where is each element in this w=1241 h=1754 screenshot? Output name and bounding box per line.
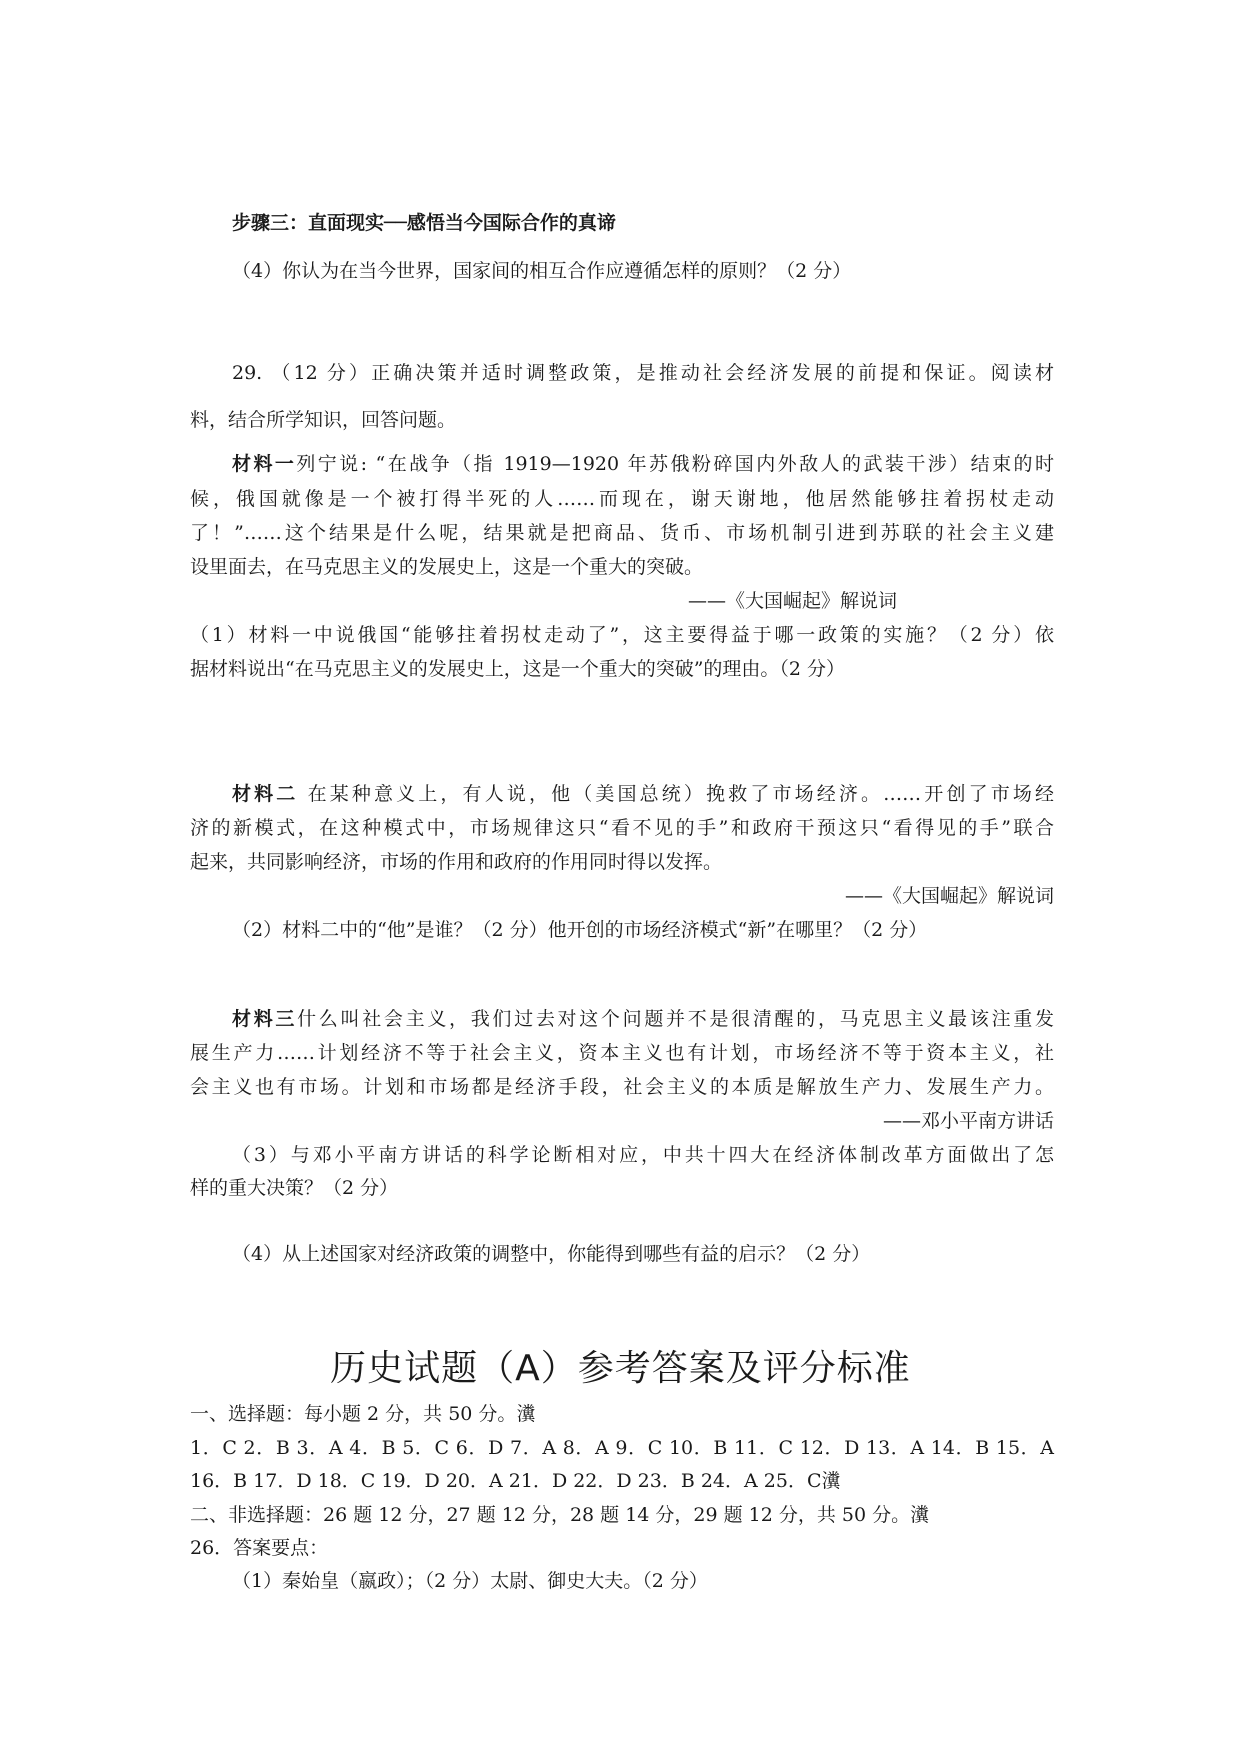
material-1-line-2: 候，俄国就像是一个被打得半死的人……而现在，谢天谢地，他居然能够拄着拐杖走动 bbox=[190, 488, 1054, 510]
material-1-line-1 bbox=[232, 453, 1054, 476]
material-3-line-1 bbox=[232, 1008, 1054, 1031]
answer-26-part-1: （1）秦始皇（嬴政）；（2 分）太尉、御史大夫。（2 分） bbox=[232, 1570, 708, 1592]
material-3-text: 什么叫社会主义，我们过去对这个问题并不是很清醒的，马克思主义最该注重发 bbox=[297, 1008, 1054, 1030]
answer-26-heading: 26．答案要点： bbox=[190, 1537, 329, 1559]
material-3-line-3: 会主义也有市场。计划和市场都是经济手段，社会主义的本质是解放生产力、发展生产力。 bbox=[190, 1076, 1054, 1098]
answer-key-title: 历史试题（A）参考答案及评分标准 bbox=[330, 1348, 911, 1389]
answers-part-1-line-1: 1．C 2．B 3．A 4．B 5．C 6．D 7．A 8．A 9．C 10．B 11．C 12．D 13．A 14．B 15．A bbox=[190, 1437, 1054, 1459]
material-1-line-3: 了！”……这个结果是什么呢，结果就是把商品、货币、市场机制引进到苏联的社会主义建 bbox=[190, 522, 1054, 544]
material-3-line-2: 展生产力……计划经济不等于社会主义，资本主义也有计划，市场经济不等于资本主义，社 bbox=[190, 1042, 1054, 1064]
trailing-mark: 瀵 bbox=[910, 1504, 930, 1526]
q29-question-1-line-1: （1）材料一中说俄国“能够拄着拐杖走动了”，这主要得益于哪一政策的实施？（2 分）依 bbox=[190, 624, 1054, 646]
answers-part-2-heading bbox=[190, 1504, 929, 1527]
material-1-label: 材料一 bbox=[232, 453, 297, 475]
q29-intro-line-1: 29. （12 分）正确决策并适时调整政策，是推动社会经济发展的前提和保证。阅读材 bbox=[232, 362, 1054, 384]
step3-heading: 步骤三：直面现实──感悟当今国际合作的真谛 bbox=[232, 212, 616, 234]
q29-question-1-line-2: 据材料说出“在马克思主义的发展史上，这是一个重大的突破”的理由。（2 分） bbox=[190, 658, 846, 680]
material-2-text: 在某种意义上，有人说，他（美国总统）挽救了市场经济。……开创了市场经 bbox=[298, 783, 1054, 805]
trailing-mark: 瀵 bbox=[821, 1470, 841, 1492]
trailing-mark: 瀵 bbox=[516, 1403, 536, 1425]
answers-part-1-line-2-text: 16．B 17．D 18．C 19．D 20．A 21．D 22．D 23．B 24．A 25．C bbox=[190, 1470, 822, 1492]
material-1-text: 列宁说: “在战争（指 1919—1920 年苏俄粉碎国内外敌人的武装干涉）结束的时 bbox=[296, 453, 1054, 475]
answers-part-2-text: 二、非选择题：26 题 12 分，27 题 12 分，28 题 14 分，29 题 12 分，共 50 分。 bbox=[190, 1504, 911, 1526]
q29-intro-line-2: 料，结合所学知识，回答问题。 bbox=[190, 409, 457, 431]
material-2-line-3: 起来，共同影响经济，市场的作用和政府的作用同时得以发挥。 bbox=[190, 851, 723, 873]
material-2-label: 材料二 bbox=[232, 783, 299, 805]
material-3-source: ——邓小平南方讲话 bbox=[882, 1110, 1054, 1132]
answers-part-1-line-2 bbox=[190, 1470, 841, 1493]
material-2-source: ——《大国崛起》解说词 bbox=[844, 885, 1054, 907]
step3-question-4: （4）你认为在当今世界，国家间的相互合作应遵循怎样的原则？（2 分） bbox=[232, 260, 852, 282]
material-2-line-2: 济的新模式，在这种模式中，市场规律这只“看不见的手”和政府干预这只“看得见的手”联合 bbox=[190, 817, 1054, 839]
material-1-source: ——《大国崛起》解说词 bbox=[688, 590, 898, 612]
answers-part-1-heading bbox=[190, 1403, 535, 1426]
q29-question-3-line-2: 样的重大决策？（2 分） bbox=[190, 1177, 399, 1199]
material-1-line-4: 设里面去，在马克思主义的发展史上，这是一个重大的突破。 bbox=[190, 556, 704, 578]
q29-question-2: （2）材料二中的“他”是谁？（2 分）他开创的市场经济模式“新”在哪里？（2 分） bbox=[232, 919, 928, 941]
answers-part-1-text: 一、选择题：每小题 2 分，共 50 分。 bbox=[190, 1403, 517, 1425]
q29-question-3-line-1: （3）与邓小平南方讲话的科学论断相对应，中共十四大在经济体制改革方面做出了怎 bbox=[232, 1144, 1054, 1166]
material-3-label: 材料三 bbox=[232, 1008, 298, 1030]
q29-question-4: （4）从上述国家对经济政策的调整中，你能得到哪些有益的启示？（2 分） bbox=[232, 1243, 871, 1265]
material-2-line-1 bbox=[232, 783, 1054, 806]
